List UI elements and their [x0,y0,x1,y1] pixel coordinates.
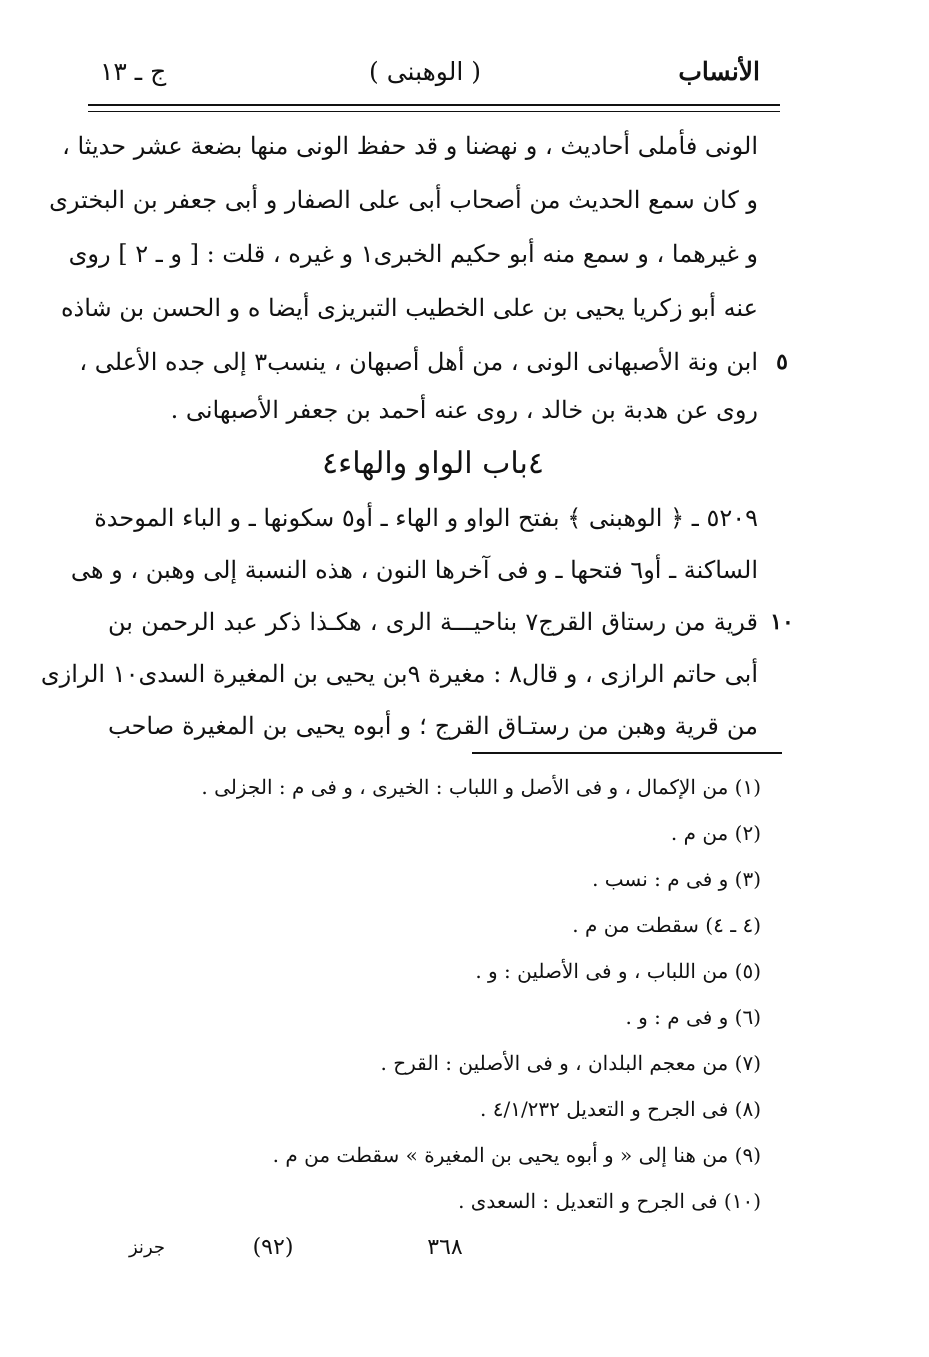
body-line: عنه أبو زكريا يحيى بن على الخطيب التبريزى أيضا ه و الحسن بن شاذه [60,294,758,322]
footnote: (٦) و فى م : و . [625,1005,761,1029]
body-line: و غيرهما ، و سمع منه أبو حكيم الخبرى١ و غيره ، قلت : [ و ـ ٢ ] روى [68,240,758,268]
entry-line: قرية من رستاق القرج٧ بناحيـــة الرى ، هكـذا ذكر عبد الرحمن بن [108,608,758,636]
footnote: (٨) فى الجرح و التعديل ٤/١/٢٣٢ . [480,1097,761,1121]
running-title: الأنساب [678,57,760,86]
footnote-rule [472,752,782,754]
entry-line: أبى حاتم الرازى ، و قال٨ : مغيرة ٩بن يحيى بن المغيرة السدى١٠ الرازى [40,660,758,688]
signature-number: (٩٢) [252,1235,294,1260]
body-line: و كان سمع الحديث من أصحاب أبى على الصفار و أبى جعفر بن البخترى [49,186,758,214]
footnote: (٥) من اللباب ، و فى الأصلين : و . [475,959,761,983]
footnote: (٩) من هنا إلى « و أبوه يحيى بن المغيرة » سقطت من م . [272,1143,761,1167]
header-rule-thin [88,111,780,112]
line-number-5: ٥ [776,349,788,375]
entry-line: الساكنة ـ أو٦ فتحها ـ و فى آخرها النون ، هذه النسبة إلى وهبن ، و هى [70,556,758,584]
entry-line: من قرية وهبن من رستـاق القرج ؛ و أبوه يحيى بن المغيرة صاحب [108,712,758,740]
section-heading: ٤باب الواو والهاء٤ [322,446,544,481]
volume-marker: ج ـ ١٣ [100,57,167,86]
footnote: (٤ ـ ٤) سقطت من م . [572,913,761,937]
body-line: ابن ونة الأصبهانى الونى ، من أهل أصبهان ، ينسب٣ إلى جده الأعلى ، [79,348,758,376]
body-line: الونى فأملى أحاديث ، و نهضنا و قد حفظ الونى منها بضعة عشر حديثا ، [62,132,758,160]
body-line: روى عن هدبة بن خالد ، روى عنه أحمد بن جعفر الأصبهانى . [170,396,758,424]
footnote: (٢) من م . [670,821,761,845]
footnote: (٧) من معجم البلدان ، و فى الأصلين : القرح . [380,1051,761,1075]
entry-title-header: ( الوهبنى ) [369,57,481,86]
header-rule-thick [88,104,780,106]
footnote: (٣) و فى م : نسب . [592,867,761,891]
signature-mark: جرنز [129,1237,165,1258]
entry-line: ٥٢٠٩ ـ ﴿ الوهبنى ﴾ بفتح الواو و الهاء ـ أو٥ سكونها ـ و الباء الموحدة [94,504,758,532]
footnote: (١) من الإكمال ، و فى الأصل و اللباب : الخيرى ، و فى م : الجزلى . [201,775,761,799]
page-number: ٣٦٨ [427,1235,463,1260]
footnote: (١٠) فى الجرح و التعديل : السعدى . [458,1189,761,1213]
line-number-10: ١٠ [770,609,794,635]
